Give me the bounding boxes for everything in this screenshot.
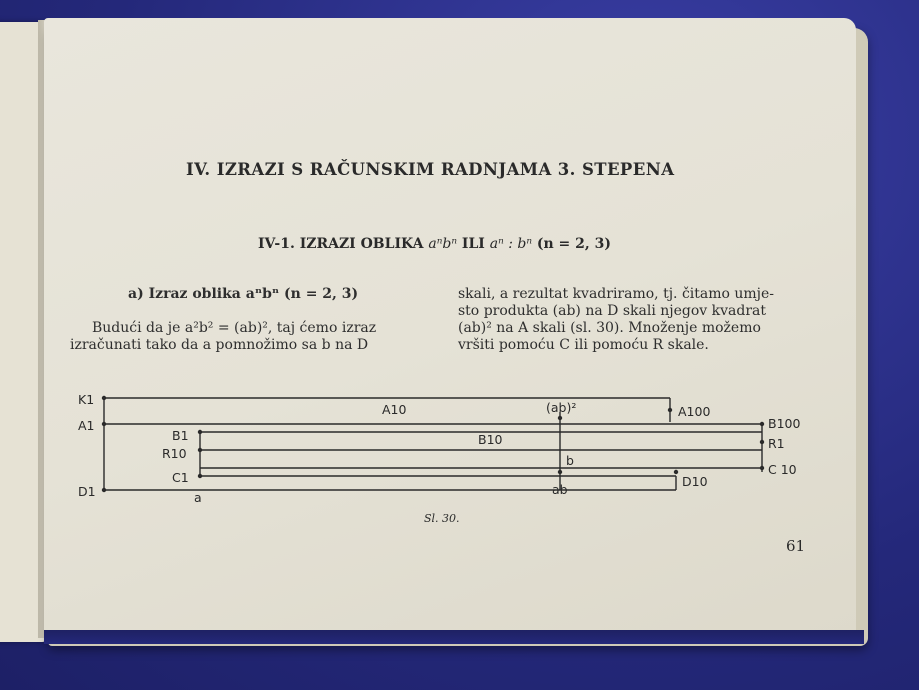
- section-suffix: (n = 2, 3): [532, 236, 612, 252]
- right-column-line-1: skali, a rezultat kvadriramo, tj. čitamo umje-: [458, 286, 775, 302]
- label-b100: B100: [768, 416, 801, 431]
- label-ab: ab: [552, 482, 568, 497]
- label-r1: R1: [768, 436, 785, 451]
- subsection-heading: a) Izraz oblika aⁿbⁿ (n = 2, 3): [128, 286, 359, 302]
- label-b: b: [566, 453, 574, 468]
- label-d1: D1: [78, 484, 96, 499]
- page-number: 61: [786, 537, 806, 555]
- section-formula: aⁿbⁿ: [428, 236, 458, 252]
- section-ili: ILI: [457, 236, 490, 252]
- page-bottom-shadow: [44, 630, 864, 644]
- label-ab-squared: (ab)²: [546, 400, 577, 415]
- left-column-line-2: izračunati tako da a pomnožimo sa b na D: [70, 337, 369, 353]
- label-a100: A100: [678, 404, 711, 419]
- section-formula2: aⁿ : bⁿ: [489, 236, 532, 252]
- label-d10: D10: [682, 474, 708, 489]
- right-column-line-3: (ab)² na A skali (sl. 30). Množenje možemo: [458, 320, 761, 336]
- section-prefix: IV-1. IZRAZI OBLIKA: [258, 236, 429, 252]
- chapter-title: IV. IZRAZI S RAČUNSKIM RADNJAMA 3. STEPENA: [186, 160, 675, 179]
- left-column-line-1: Budući da je a²b² = (ab)², taj ćemo izraz: [92, 320, 377, 336]
- label-a10: A10: [382, 402, 407, 417]
- figure-caption: Sl. 30.: [424, 512, 460, 525]
- label-c10: C 10: [768, 462, 797, 477]
- label-k1: K1: [78, 392, 95, 407]
- right-column-line-4: vršiti pomoću C ili pomoću R skale.: [458, 337, 709, 353]
- label-a1: A1: [78, 418, 95, 433]
- label-c1: C1: [172, 470, 189, 485]
- right-column-line-2: sto produkta (ab) na D skali njegov kvadrat: [458, 303, 767, 319]
- label-b1: B1: [172, 428, 189, 443]
- label-a: a: [194, 490, 202, 505]
- label-b10: B10: [478, 432, 503, 447]
- label-r10: R10: [162, 446, 187, 461]
